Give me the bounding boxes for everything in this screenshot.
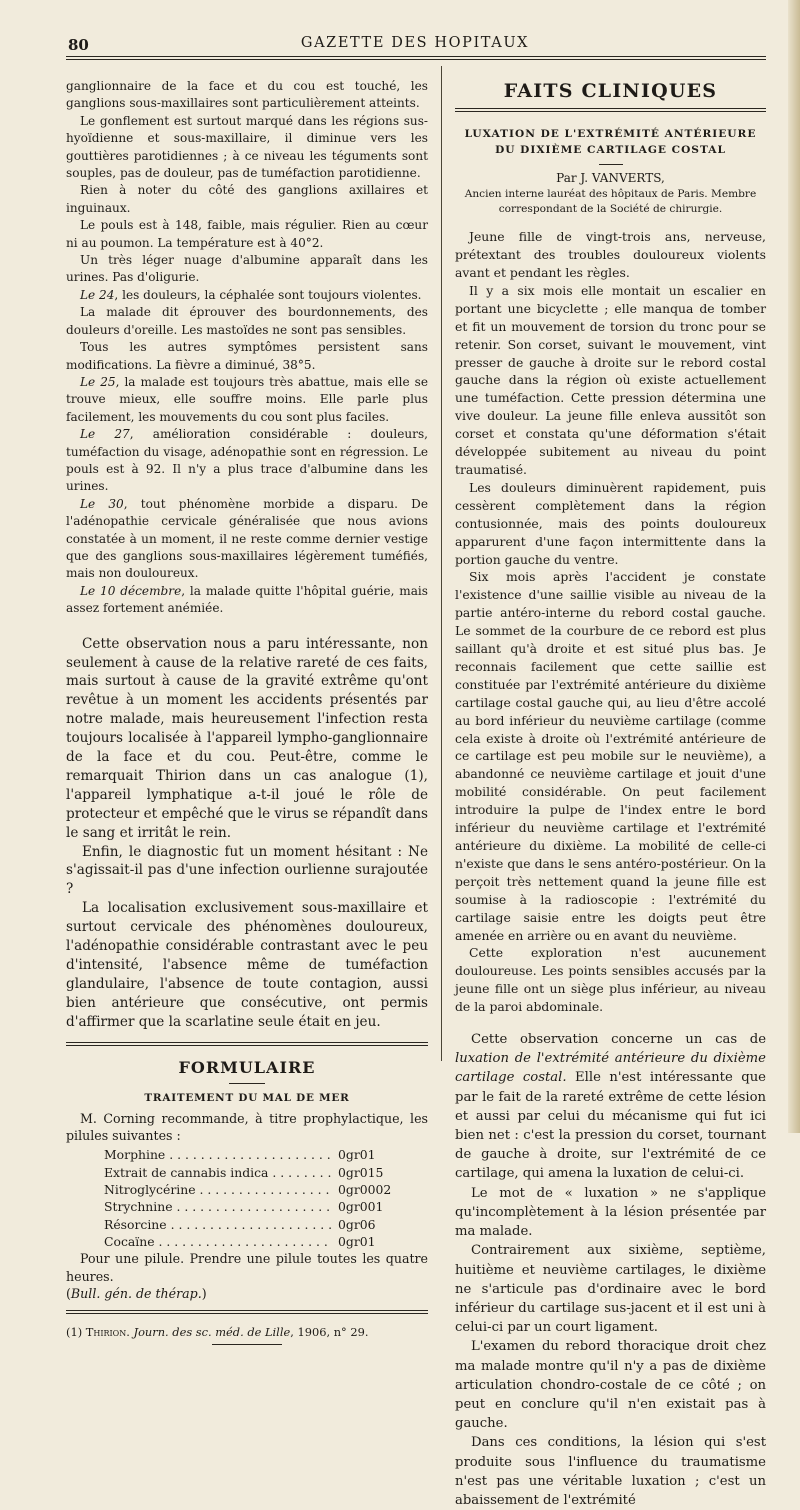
dated-entry (66, 583, 428, 618)
footnote-tail: , 1906, n° 29. (290, 1325, 369, 1340)
drug-name: Extrait de cannabis indica . . . (104, 1164, 332, 1181)
article-author: Par J. VANVERTS, (556, 171, 665, 185)
column-divider (441, 66, 442, 1061)
article-title: LUXATION DE L'EXTRÉMITÉ ANTÉRIEURE DU DIXIÈME CARTILAGE COSTAL (464, 128, 757, 156)
section-rule (455, 108, 766, 112)
drug-dose: 0gr015 (338, 1164, 384, 1180)
case-paragraph: La malade dit éprouver des bourdonnements, des douleurs d'oreille. Les mastoïdes ne sont pas sensibles. (66, 305, 428, 337)
discussion-paragraph: La localisation exclusivement sous-maxillaire et surtout cervicale des phénomènes douloureux, l'adénopathie considérable contrastant avec le peu d'intensité, l'absence même de tuméfaction glandulaire, l'absence de toute contagion, aussi bien antérieure que consécutive, ont permis d'affirmer que la scarlatine seule était en jeu. (66, 900, 428, 1030)
formulaire-title: FORMULAIRE (178, 1057, 316, 1077)
drug-name: Strychnine . . . (104, 1198, 332, 1215)
comment-lead: Cette observation concerne un cas de (471, 1032, 766, 1048)
entry-text: , tout phénomène morbide a disparu. De l'adénopathie cervicale généralisée que nous avions constatée à un moment, il ne reste comme dernier vestige que des ganglions sous-maxillaires légèrement tuméfiés, mais non douloureux. (66, 496, 429, 581)
left-column (66, 78, 428, 1345)
drug-name: Nitroglycérine . . . (104, 1181, 332, 1198)
entry-date: Le 25 (80, 374, 116, 389)
header-rule-2 (66, 59, 766, 60)
title-rule (599, 164, 623, 165)
case-report-paragraph: Les douleurs diminuèrent rapidement, puis cessèrent complètement dans la région contusionnée, mais des points douloureux apparurent d'une façon intermittente dans la portion gauche du ventre. (455, 479, 766, 567)
formulaire-instructions (66, 1250, 428, 1302)
prescription-list (104, 1146, 428, 1250)
page-number: 80 (68, 36, 89, 54)
entry-date: Le 10 décembre (80, 583, 182, 598)
case-paragraph: Le pouls est à 148, faible, mais régulier. Rien au cœur ni au poumon. La température est à 40°2. (66, 218, 428, 250)
formulaire-intro: M. Corning recommande, à titre prophylactique, les pilules suivantes : (66, 1110, 428, 1144)
case-report-paragraph: Jeune fille de vingt-trois ans, nerveuse, prétextant des troubles douloureux violents avant et pendant les règles. (455, 229, 766, 280)
discussion (66, 635, 428, 1032)
case-notes (66, 78, 428, 618)
section-divider (66, 1042, 428, 1046)
end-ornament (212, 1344, 282, 1345)
case-paragraph: Rien à noter du côté des ganglions axillaires et inguinaux. (66, 183, 428, 215)
entry-date: Le 24 (80, 287, 115, 302)
formulaire-instruction: Pour une pilule. Prendre une pilule toutes les quatre heures. (66, 1251, 428, 1284)
drug-name: Cocaïne . . . (104, 1233, 332, 1250)
footnote-author: Thirion (85, 1325, 127, 1340)
comment-paragraph: L'examen du rebord thoracique droit chez ma malade montre qu'il n'y a pas de dixième articulation chondro-costale de ce côté ; on peut en conclure qu'il n'en existait pas à gauche. (455, 1339, 766, 1432)
discussion-paragraph: Enfin, le diagnostic fut un moment hésitant : Ne s'agissait-il pas d'une infection ourlienne surajoutée ? (66, 843, 428, 898)
drug-dose: 0gr0002 (338, 1182, 392, 1198)
case-report-paragraph: Six mois après l'accident je constate l'existence d'une saillie visible au niveau de la partie antéro-interne du rebord costal gauche. Le sommet de la courbure de ce rebord est plus saillant qu'à droite et est situé plus bas. Je reconnais facilement que cette saillie est constituée par l'extrémité antérieure du dixième cartilage costal gauche qui, au lieu d'être accolé au bord inférieur du neuvième cartilage (comme cela existe à droite où l'extrémité antérieure de ce cartilage est peu mobile sur le neuvième), a abandonné ce neuvième cartilage et jouit d'une mobilité considérable. On peut facilement introduire la pulpe de l'index entre le bord inférieur du neuvième cartilage et l'extrémité antérieure du dixième. La mobilité de celle-ci n'existe que dans le sens antéro-postérieur. On la perçoit très nettement quand la jeune fille est soumise à la radioscopie : l'extrémité du cartilage saisie entre les doigts peut être amenée en arrière ou en avant du neuvième. (455, 569, 766, 943)
drug-dose: 0gr001 (338, 1199, 384, 1215)
case-report-paragraph: Cette exploration n'est aucunement douloureuse. Les points sensibles accusés par la jeune fille ont un siège plus inférieur, au niveau de la paroi abdominale. (455, 945, 766, 1015)
comment-tail: Elle n'est intéressante que par le fait de la rareté extrême de cette lésion et aussi par celui du mécanisme qui fut ici bien net : c'est la pression du corset, tournant de gauche à droite, sur l'extrémité de ce cartilage, qui amena la luxation de celui-ci. (455, 1070, 766, 1182)
case-report (455, 228, 766, 1016)
drug-name: Morphine . . . (104, 1146, 332, 1163)
right-column (455, 72, 766, 1510)
comment-paragraph: Contrairement aux sixième, septième, huitième et neuvième cartilages, le dixième ne s'articule pas d'ordinaire avec le bord inférieur du cartilage sus-jacent et il est uni à celui-ci par un court ligament. (455, 1243, 766, 1336)
prescription-item (104, 1233, 428, 1250)
case-report-paragraph: Il y a six mois elle montait un escalier en portant une bicyclette ; elle manqua de tomber et fit un mouvement de torsion du tronc pour se retenir. Son corset, suivant le mouvement, vint presser de gauche à droite sur le rebord costal gauche dans la région où existe actuellement une tuméfaction. Cette pression détermina une vive douleur. La jeune fille enleva aussitôt son corset et constata qu'une déformation s'était développée subitement au niveau du point traumatisé. (455, 282, 766, 477)
entry-text: , la malade est toujours très abattue, mais elle se trouve mieux, elle souffre moins. Elle parle plus facilement, les mouvements du cou sont plus faciles. (66, 374, 429, 424)
dated-entry (66, 287, 428, 304)
comment-paragraph: Dans ces conditions, la lésion qui s'est produite sous l'influence du traumatisme n'est pas une véritable luxation ; c'est un abaissement de l'extrémité (455, 1435, 766, 1508)
footnote-mark: (1) (66, 1325, 83, 1340)
drug-dose: 0gr06 (338, 1216, 376, 1232)
case-paragraph: Le gonflement est surtout marqué dans les régions sus-hyoïdienne et sous-maxillaire, il diminue vers les gouttières parotidiennes ; à ce niveau les téguments sont souples, pas de douleur, pas de tuméfaction parotidienne. (66, 113, 428, 181)
prescription-item (104, 1216, 428, 1233)
case-paragraph: ganglionnaire de la face et du cou est touché, les ganglions sous-maxillaires sont particulièrement atteints. (66, 79, 428, 111)
comment-paragraph (455, 1030, 766, 1184)
formulaire-intro-block (66, 1110, 428, 1145)
comment-paragraph: Le mot de « luxation » ne s'applique qu'incomplètement à la lésion présentée par ma malade. (455, 1185, 766, 1240)
entry-date: Le 30 (80, 496, 124, 511)
section-title: FAITS CLINIQUES (503, 80, 718, 102)
page-edge (788, 0, 800, 1133)
case-paragraph: Un très léger nuage d'albumine apparaît dans les urines. Pas d'oligurie. (66, 253, 428, 285)
article-comment (455, 1030, 766, 1510)
entry-text: , la malade quitte l'hôpital guérie, mais assez fortement anémiée. (66, 583, 428, 616)
prescription-item (104, 1198, 428, 1215)
case-paragraph: Tous les autres symptômes persistent sans modifications. La fièvre a diminué, 38°5. (66, 340, 428, 372)
prescription-item (104, 1181, 428, 1198)
footnote-ref: Journ. des sc. méd. de Lille (133, 1325, 291, 1340)
drug-dose: 0gr01 (338, 1147, 376, 1163)
author-credentials: Ancien interne lauréat des hôpitaux de Paris. Membre correspondant de la Société de chirurgie. (464, 188, 757, 215)
formulaire-source: Bull. gén. de thérap. (70, 1286, 202, 1302)
entry-text: , amélioration considérable : douleurs, tuméfaction du visage, adénopathie sont en régression. Le pouls est à 92. Il n'y a plus trace d'albumine dans les urines. (66, 427, 429, 494)
prescription-item (104, 1146, 428, 1163)
header-rule (66, 56, 766, 57)
footnote: (1) Thirion. Journ. des sc. méd. de Lille, 1906, n° 29. (66, 1325, 369, 1340)
formulaire-subtitle: TRAITEMENT DU MAL DE MER (144, 1091, 350, 1104)
drug-dose: 0gr01 (338, 1233, 376, 1249)
dated-entry (66, 374, 428, 426)
footnote-divider (66, 1310, 428, 1314)
dated-entry (66, 496, 428, 583)
discussion-paragraph: Cette observation nous a paru intéressante, non seulement à cause de la relative rareté de ces faits, mais surtout à cause de la gravité extrême qu'ont revêtue à un moment les accidents présentés par notre malade, mais heureusement l'infection resta toujours localisée à l'appareil lympho-ganglionnaire de la face et du cou. Peut-être, comme le remarquait Thirion dans un cas analogue (1), l'appareil lymphatique a-t-il joué le rôle de protecteur et empêché que le virus se répandît dans le sang et irritât le rein. (66, 635, 428, 841)
entry-text: , les douleurs, la céphalée sont toujours violentes. (114, 287, 422, 302)
dated-entry (66, 426, 428, 496)
comment-italic: luxation de l'extrémité antérieure du dixième cartilage costal. (455, 1051, 766, 1086)
running-title: GAZETTE DES HOPITAUX (300, 35, 530, 51)
formulaire-source-line: (Bull. gén. de thérap.) (66, 1286, 207, 1302)
drug-name: Résorcine . . . (104, 1216, 332, 1233)
title-underline (229, 1083, 265, 1084)
prescription-item (104, 1164, 428, 1181)
entry-date: Le 27 (80, 427, 130, 442)
